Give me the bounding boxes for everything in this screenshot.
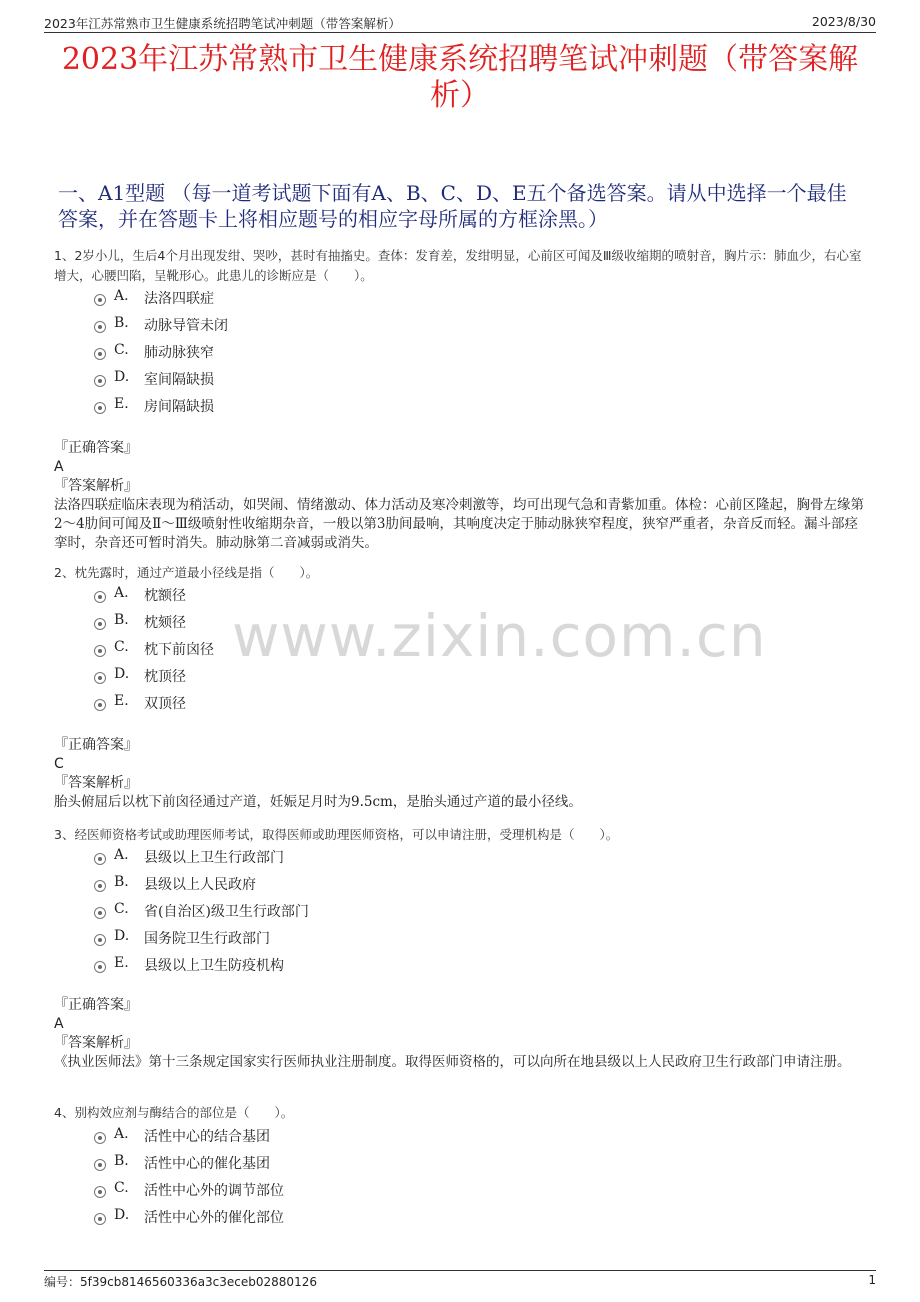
header-date: 2023/8/30 bbox=[811, 14, 876, 29]
answer-label: 『正确答案』 bbox=[54, 440, 138, 456]
analysis-text: 法洛四联症临床表现为稍活动，如哭闹、情绪激动、体力活动及寒冷刺激等，均可出现气急和青紫加重。体检：心前区隆起，胸骨左缘第2～4肋间可闻及Ⅱ～Ⅲ级喷射性收缩期杂音，一般以第3肋间最响，其响度决定于肺动脉狭窄程度，狭窄严重者，杂音反而轻。漏斗部痉挛时，杂音还可暂时消失。肺动脉第二音减弱或消失。 bbox=[54, 497, 864, 551]
analysis-label: 『答案解析』 bbox=[54, 1035, 138, 1051]
section-heading: 一、A1型题 （每一道考试题下面有A、B、C、D、E五个备选答案。请从中选择一个最佳答案，并在答题卡上将相应题号的相应字母所属的方框涂黑。） bbox=[58, 181, 847, 231]
question-text: 3、经医师资格考试或助理医师考试，取得医师或助理医师资格，可以申请注册，受理机构是（ ）。 bbox=[54, 827, 619, 842]
analysis-text: 《执业医师法》第十三条规定国家实行医师执业注册制度。取得医师资格的，可以向所在地县级以上人民政府卫生行政部门申请注册。 bbox=[54, 1054, 851, 1070]
radio-icon[interactable] bbox=[94, 1213, 106, 1225]
radio-icon[interactable] bbox=[94, 618, 106, 630]
radio-icon[interactable] bbox=[94, 294, 106, 306]
radio-icon[interactable] bbox=[94, 672, 106, 684]
answer-value: A bbox=[54, 1016, 64, 1032]
radio-icon[interactable] bbox=[94, 591, 106, 603]
document-id: 编号：5f39cb8146560336a3c3eceb02880126 bbox=[44, 1275, 317, 1289]
answer-label: 『正确答案』 bbox=[54, 997, 138, 1013]
question-3 bbox=[54, 825, 870, 845]
radio-icon[interactable] bbox=[94, 645, 106, 657]
answer-label: 『正确答案』 bbox=[54, 737, 138, 753]
question-text: 4、别构效应剂与酶结合的部位是（ ）。 bbox=[54, 1105, 294, 1120]
page-footer bbox=[44, 1270, 876, 1289]
watermark: www.zixin.com.cn bbox=[232, 602, 767, 670]
document-title: 2023年江苏常熟市卫生健康系统招聘笔试冲刺题（带答案解析） bbox=[61, 42, 859, 113]
analysis-label: 『答案解析』 bbox=[54, 478, 138, 494]
header-doc-title: 2023年江苏常熟市卫生健康系统招聘笔试冲刺题（带答案解析） bbox=[44, 16, 401, 31]
radio-icon[interactable] bbox=[94, 402, 106, 414]
radio-icon[interactable] bbox=[94, 853, 106, 865]
answer-value: C bbox=[54, 756, 64, 772]
question-2 bbox=[54, 563, 870, 583]
question-4-options: A. 活性中心的结合基团 B. 活性中心的催化基团 C. 活性中心外的调节部位 D. 活性中心外的催化部位 bbox=[54, 1126, 870, 1238]
radio-icon[interactable] bbox=[94, 907, 106, 919]
radio-icon[interactable] bbox=[94, 1159, 106, 1171]
question-3-answer bbox=[54, 996, 870, 1072]
question-4 bbox=[54, 1103, 870, 1123]
radio-icon[interactable] bbox=[94, 699, 106, 711]
radio-icon[interactable] bbox=[94, 348, 106, 360]
question-1 bbox=[54, 246, 870, 286]
page-header bbox=[44, 14, 876, 33]
analysis-text: 胎头俯屈后以枕下前囟径通过产道，妊娠足月时为9.5cm，是胎头通过产道的最小径线。 bbox=[54, 794, 582, 810]
question-1-options: A. 法洛四联症 B. 动脉导管未闭 C. 肺动脉狭窄 D. 室间隔缺损 E. 房间隔缺损 bbox=[54, 288, 870, 428]
question-2-options: A. 枕额径 B. 枕颏径 C. 枕下前囟径 D. 枕顶径 E. 双顶径 bbox=[54, 585, 870, 725]
radio-icon[interactable] bbox=[94, 880, 106, 892]
radio-icon[interactable] bbox=[94, 934, 106, 946]
analysis-label: 『答案解析』 bbox=[54, 775, 138, 791]
question-text: 1、2岁小儿，生后4个月出现发绀、哭吵，甚时有抽搐史。查体：发育差，发绀明显，心前区可闻及Ⅲ级收缩期的喷射音，胸片示：肺血少，右心室增大，心腰凹陷，呈靴形心。此患儿的诊断应是（ ）。 bbox=[54, 248, 862, 283]
radio-icon[interactable] bbox=[94, 1132, 106, 1144]
radio-icon[interactable] bbox=[94, 375, 106, 387]
page-number: 1 bbox=[868, 1273, 876, 1287]
answer-value: A bbox=[54, 459, 64, 475]
radio-icon[interactable] bbox=[94, 1186, 106, 1198]
question-2-answer bbox=[54, 736, 870, 812]
question-3-options: A. 县级以上卫生行政部门 B. 县级以上人民政府 C. 省(自治区)级卫生行政部门 D. 国务院卫生行政部门 E. 县级以上卫生防疫机构 bbox=[54, 847, 870, 987]
radio-icon[interactable] bbox=[94, 961, 106, 973]
question-text: 2、枕先露时，通过产道最小径线是指（ ）。 bbox=[54, 565, 319, 580]
question-1-answer bbox=[54, 439, 870, 553]
radio-icon[interactable] bbox=[94, 321, 106, 333]
